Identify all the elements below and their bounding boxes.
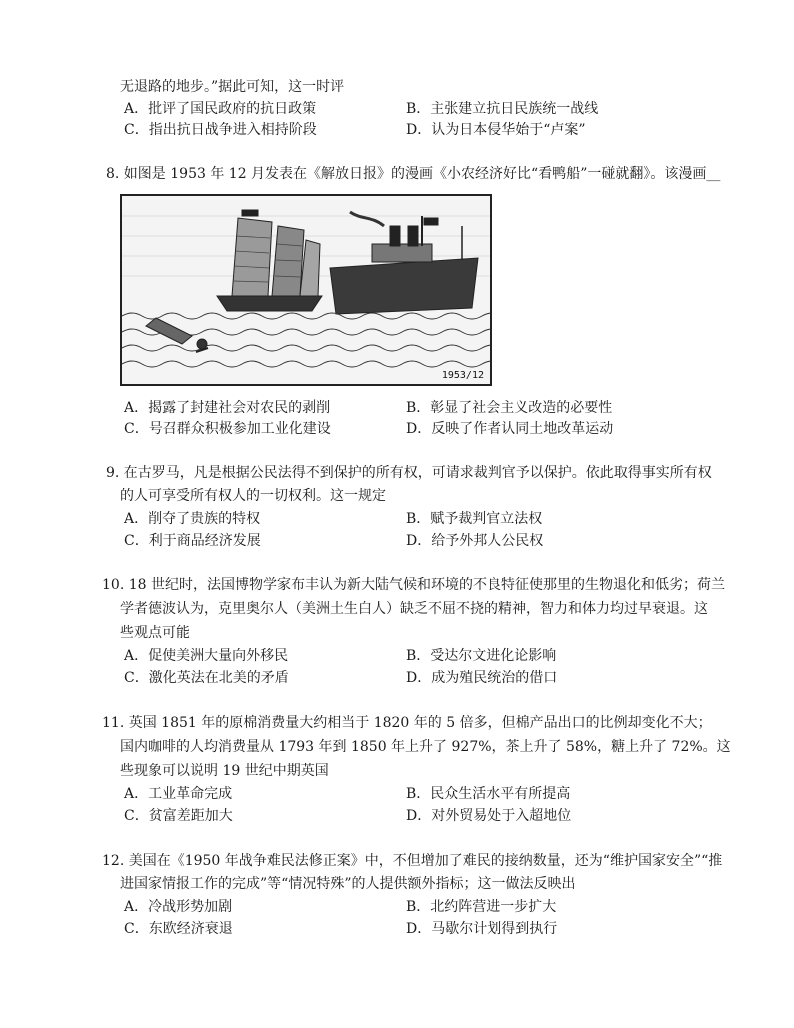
steamship [330, 212, 478, 314]
q10-stem-line-2: 学者德波认为，克里奥尔人（美洲土生白人）缺乏不屈不挠的精神，智力和体力均过早衰退。这 [120, 601, 708, 617]
q11-option-c[interactable]: C．贫富差距加大 [124, 808, 233, 824]
q12-option-b[interactable]: B．北约阵营进一步扩大 [406, 899, 557, 915]
q12-stem-line-1: 12. 美国在《1950 年战争难民法修正案》中，不但增加了难民的接纳数量，还为“维护国家安全”“推 [102, 853, 723, 869]
q11-option-a[interactable]: A．工业革命完成 [124, 786, 233, 802]
q7-continuation: 无退路的地步。”据此可知，这一时评 [120, 79, 345, 95]
q9-stem-line-1: 9. 在古罗马，凡是根据公民法得不到保护的所有权，可请求裁判官予以保护。依此取得事实所有权 [106, 465, 712, 481]
q10-option-b[interactable]: B．受达尔文进化论影响 [406, 648, 557, 664]
q12-stem-line-2: 进国家情报工作的完成”等“情况特殊”的人提供额外指标；这一做法反映出 [120, 876, 576, 892]
q11-stem-line-3: 些现象可以说明 19 世纪中期英国 [120, 763, 329, 779]
q8-option-a[interactable]: A．揭露了封建社会对农民的剥削 [124, 400, 331, 416]
q10-stem-line-1: 10. 18 世纪时，法国博物学家布丰认为新大陆气候和环境的不良特征使那里的生物退化和低劣；荷兰 [102, 577, 725, 593]
q9-option-d[interactable]: D．给予外邦人公民权 [406, 533, 544, 549]
q8-option-d[interactable]: D．反映了作者认同土地改革运动 [406, 421, 614, 437]
q12-option-d[interactable]: D．马歇尔计划得到执行 [406, 921, 558, 937]
q10-stem-line-3: 些观点可能 [120, 625, 190, 641]
q11-option-d[interactable]: D．对外贸易处于入超地位 [406, 808, 572, 824]
q11-stem-line-2: 国内咖啡的人均消费量从 1793 年到 1850 年上升了 927%，茶上升了 58%，糖上升了 72%。这 [120, 739, 731, 755]
q7-option-b[interactable]: B．主张建立抗日民族统一战线 [406, 101, 599, 117]
q9-option-b[interactable]: B．赋予裁判官立法权 [406, 511, 543, 527]
q9-option-c[interactable]: C．利于商品经济发展 [124, 533, 261, 549]
q8-option-b[interactable]: B．彰显了社会主义改造的必要性 [406, 400, 613, 416]
q8-cartoon-figure [120, 194, 492, 386]
q10-option-d[interactable]: D．成为殖民统治的借口 [406, 670, 558, 686]
q8-option-c[interactable]: C．号召群众积极参加工业化建设 [124, 421, 331, 437]
cartoon-date-caption: 1953/12 [441, 370, 484, 381]
q11-option-b[interactable]: B．民众生活水平有所提高 [406, 786, 571, 802]
q7-option-d[interactable]: D．认为日本侵华始于“卢案” [406, 122, 586, 138]
q7-option-c[interactable]: C．指出抗日战争进入相持阶段 [124, 122, 317, 138]
q10-option-a[interactable]: A．促使美洲大量向外移民 [124, 648, 289, 664]
junk-ship [217, 210, 322, 311]
q10-option-c[interactable]: C．激化英法在北美的矛盾 [124, 670, 289, 686]
q11-stem-line-1: 11. 英国 1851 年的原棉消费量大约相当于 1820 年的 5 倍多，但棉产品出口的比例却变化不大； [102, 715, 712, 731]
q9-option-a[interactable]: A．削夺了贵族的特权 [124, 511, 261, 527]
cartoon-illustration [122, 196, 490, 384]
q12-option-a[interactable]: A．冷战形势加剧 [124, 899, 233, 915]
q8-stem: 8. 如图是 1953 年 12 月发表在《解放日报》的漫画《小农经济好比“看鸭船”一碰就翻》。该漫画__ [106, 166, 721, 182]
q12-option-c[interactable]: C．东欧经济衰退 [124, 921, 233, 937]
q7-option-a[interactable]: A．批评了国民政府的抗日政策 [124, 101, 317, 117]
q9-stem-line-2: 的人可享受所有权人的一切权利。这一规定 [120, 488, 386, 504]
